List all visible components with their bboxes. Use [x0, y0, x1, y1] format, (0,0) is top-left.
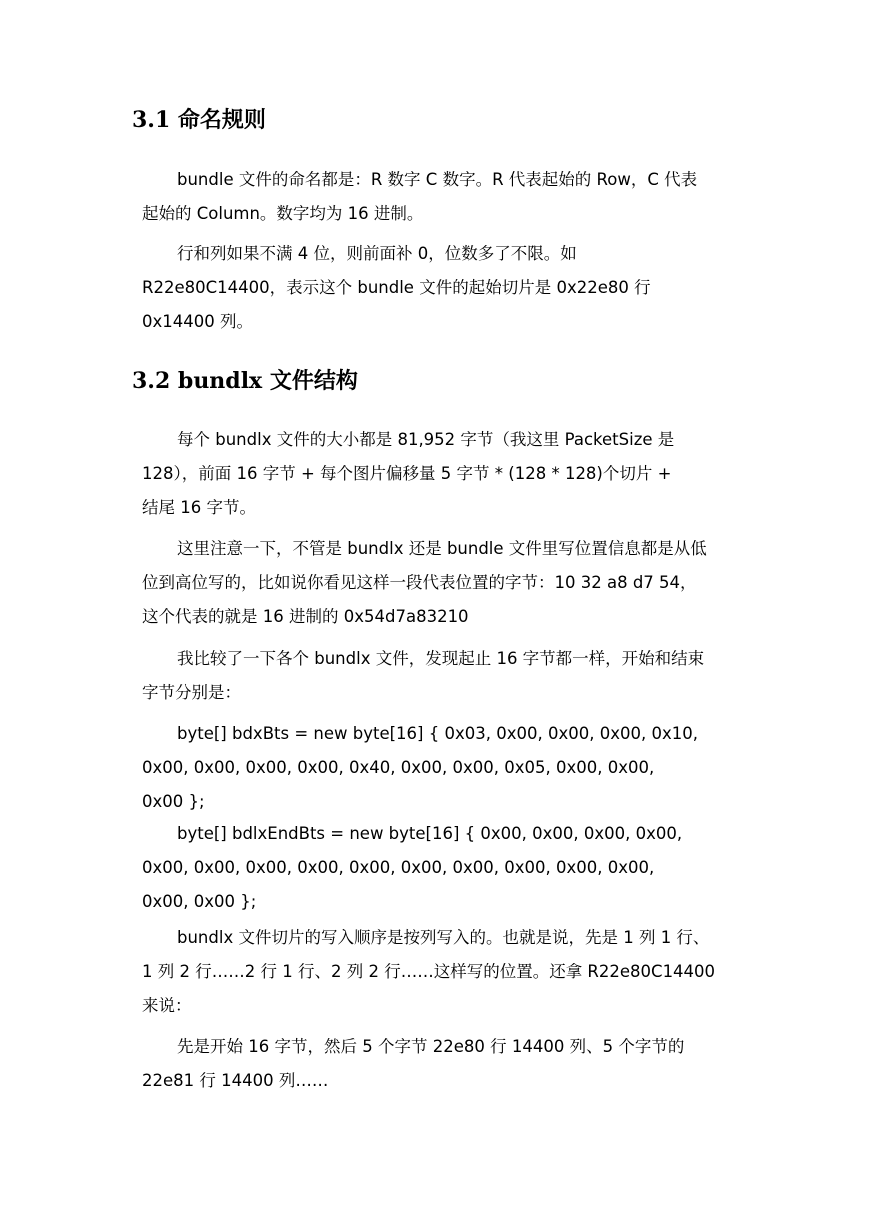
section-heading-bundlx-structure: 3.2 bundlx 文件结构 [132, 368, 358, 394]
paragraph-line: 字节分别是： [142, 683, 241, 702]
paragraph-line: bundle 文件的命名都是：R 数字 C 数字。R 代表起始的 Row，C 代表 [177, 170, 698, 189]
paragraph-header-footer-bytes [142, 642, 752, 710]
code-line: byte[] bdlxEndBts = new byte[16] { 0x00, 0x00, 0x00, 0x00, [177, 824, 683, 843]
paragraph-line: 这个代表的就是 16 进制的 0x54d7a83210 [142, 607, 469, 626]
paragraph-line: 行和列如果不满 4 位，则前面补 0，位数多了不限。如 [177, 244, 577, 263]
paragraph-line: R22e80C14400，表示这个 bundle 文件的起始切片是 0x22e80 行 [142, 278, 651, 297]
paragraph-example-sequence [142, 1030, 752, 1098]
paragraph-byte-order [142, 532, 752, 634]
paragraph-naming-format [142, 163, 752, 231]
code-line: 0x00 }; [142, 792, 205, 811]
paragraph-line: 我比较了一下各个 bundlx 文件，发现起止 16 字节都一样，开始和结束 [177, 649, 705, 668]
paragraph-line: 来说： [142, 996, 192, 1015]
code-line: 0x00, 0x00, 0x00, 0x00, 0x00, 0x00, 0x00, 0x00, 0x00, 0x00, [142, 858, 655, 877]
code-line: byte[] bdxBts = new byte[16] { 0x03, 0x00, 0x00, 0x00, 0x10, [177, 724, 698, 743]
code-bdxbts-declaration [142, 717, 752, 819]
paragraph-line: 结尾 16 字节。 [142, 498, 256, 517]
code-line: 0x00, 0x00 }; [142, 892, 257, 911]
paragraph-line: 每个 bundlx 文件的大小都是 81,952 字节（我这里 PacketSize 是 [177, 430, 675, 449]
paragraph-padding-rule [142, 237, 752, 339]
paragraph-line: 起始的 Column。数字均为 16 进制。 [142, 204, 424, 223]
paragraph-line: 这里注意一下，不管是 bundlx 还是 bundle 文件里写位置信息都是从低 [177, 539, 707, 558]
paragraph-line: 128），前面 16 字节 + 每个图片偏移量 5 字节 * (128 * 128)个切片 + [142, 464, 672, 483]
code-bdlxendbts-declaration [142, 817, 752, 919]
section-heading-naming-rules: 3.1 命名规则 [132, 107, 266, 133]
paragraph-line: 0x14400 列。 [142, 312, 253, 331]
code-line: 0x00, 0x00, 0x00, 0x00, 0x40, 0x00, 0x00, 0x05, 0x00, 0x00, [142, 758, 655, 777]
paragraph-line: 22e81 行 14400 列…… [142, 1071, 329, 1090]
paragraph-line: 先是开始 16 字节，然后 5 个字节 22e80 行 14400 列、5 个字节的 [177, 1037, 685, 1056]
paragraph-write-order [142, 921, 752, 1023]
paragraph-line: bundlx 文件切片的写入顺序是按列写入的。也就是说，先是 1 列 1 行、 [177, 928, 710, 947]
paragraph-line: 位到高位写的，比如说你看见这样一段代表位置的字节：10 32 a8 d7 54， [142, 573, 697, 592]
paragraph-line: 1 列 2 行……2 行 1 行、2 列 2 行……这样写的位置。还拿 R22e80C14400 [142, 962, 716, 981]
paragraph-bundlx-size [142, 423, 752, 525]
